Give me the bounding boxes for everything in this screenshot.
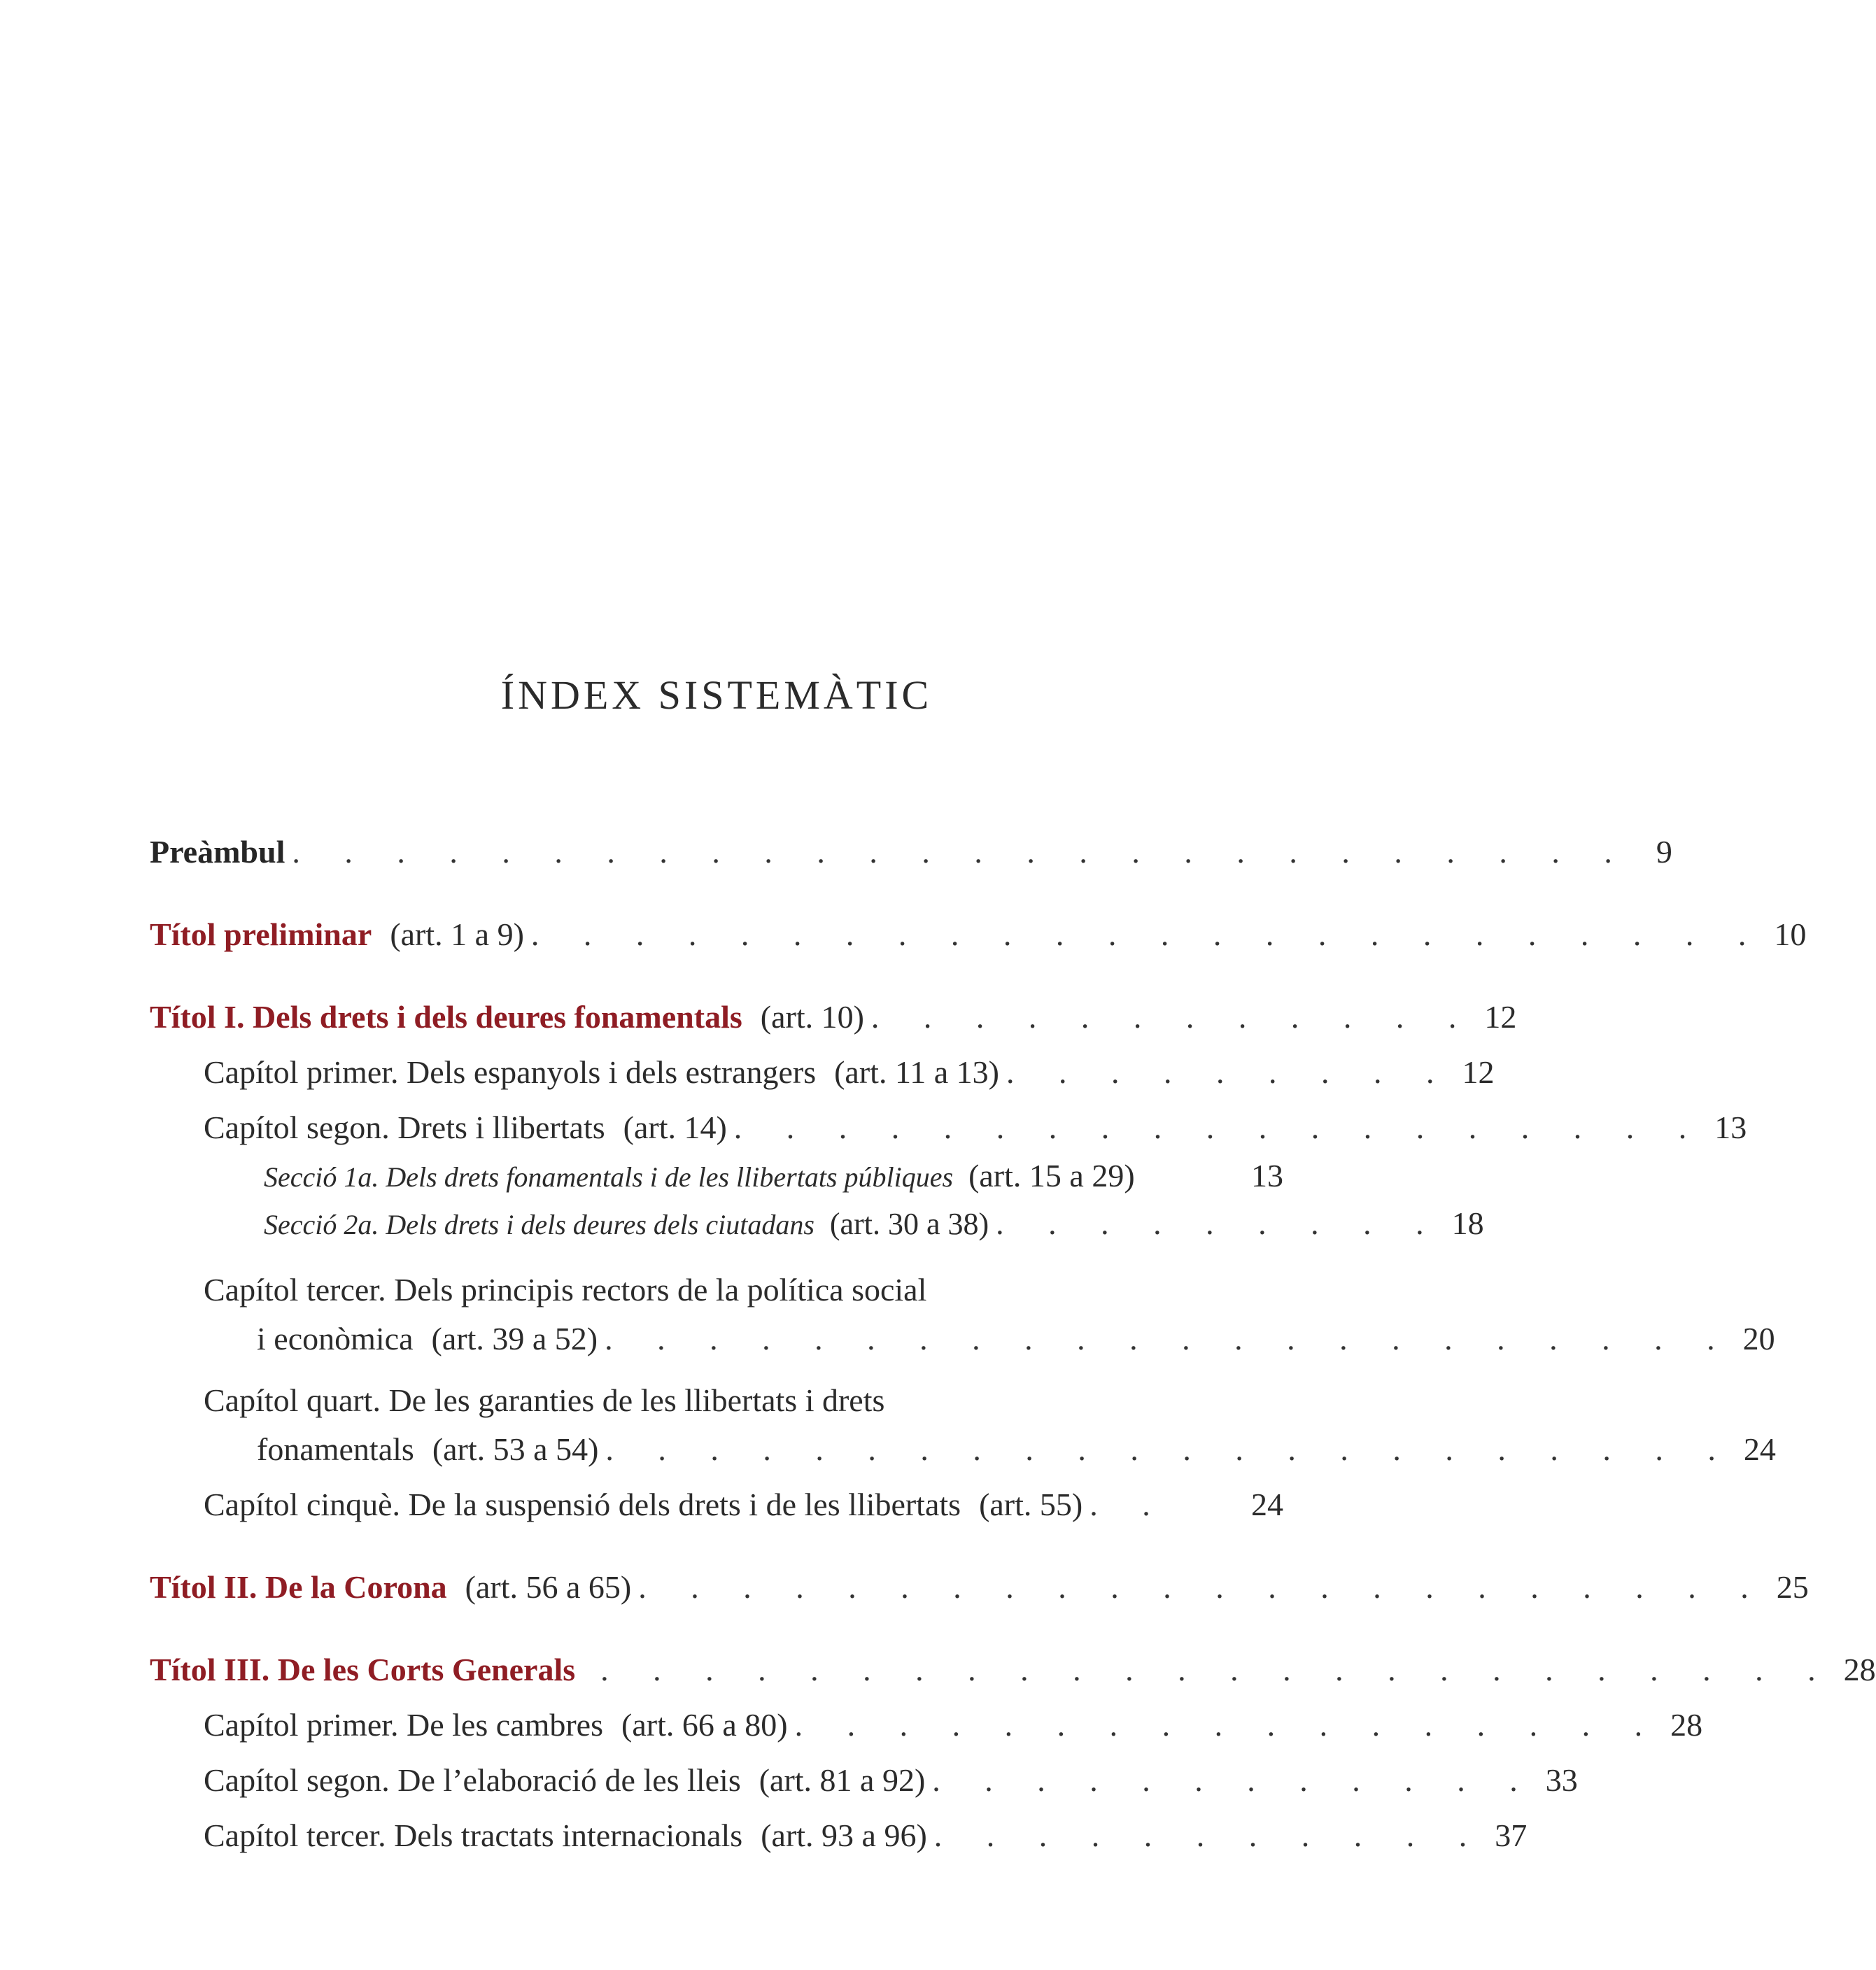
toc-entry-label: Secció 2a. Dels drets i dels deures dels ciutadans bbox=[264, 1209, 814, 1240]
toc-entry-label: Preàmbul bbox=[150, 834, 285, 870]
article-range: (art. 10) bbox=[760, 999, 864, 1035]
toc-entry-label: Títol II. De la Corona bbox=[150, 1569, 447, 1605]
toc-entry-seccio-2a[interactable] bbox=[150, 1205, 1484, 1242]
page-number: 13 bbox=[1251, 1158, 1283, 1193]
page-number: 10 bbox=[1774, 916, 1807, 952]
page-number: 37 bbox=[1495, 1817, 1528, 1853]
toc-entry-label: Capítol primer. De les cambres bbox=[204, 1707, 604, 1743]
page-number: 20 bbox=[1742, 1321, 1775, 1356]
page-number: 12 bbox=[1484, 999, 1517, 1035]
page-number: 24 bbox=[1251, 1487, 1283, 1522]
toc-entry-titol-preliminar[interactable] bbox=[150, 915, 1807, 954]
toc-entry-titol-1-capitol-5[interactable] bbox=[150, 1485, 1283, 1524]
leader-dots: . . . . . . . . . . . bbox=[933, 1817, 1486, 1853]
leader-dots: . . . . . . . . . . . . bbox=[870, 999, 1475, 1035]
page-title: ÍNDEX SISTEMÀTIC bbox=[500, 672, 933, 718]
toc-entry-label: Capítol tercer. Dels tractats internacionals bbox=[204, 1817, 743, 1853]
article-range: (art. 56 a 65) bbox=[465, 1569, 632, 1605]
toc-entry-titol-3[interactable] bbox=[150, 1650, 1876, 1689]
page-number: 9 bbox=[1656, 834, 1672, 870]
article-range: (art. 53 a 54) bbox=[432, 1431, 599, 1467]
article-range: (art. 55) bbox=[979, 1487, 1083, 1522]
page-number: 18 bbox=[1451, 1205, 1484, 1241]
toc-entry-label: Títol III. De les Corts Generals bbox=[150, 1652, 576, 1687]
toc-entry-label: Capítol segon. De l’elaboració de les lleis bbox=[204, 1762, 741, 1798]
toc-entry-label: Capítol segon. Drets i llibertats bbox=[204, 1110, 605, 1145]
toc-entry-label-line-2: i econòmica bbox=[257, 1321, 414, 1356]
leader-dots: . . . . . . . . . . . . . . . . . bbox=[794, 1707, 1661, 1743]
toc-entry-titol-2[interactable] bbox=[150, 1568, 1809, 1607]
toc-entry-label: Capítol cinquè. De la suspensió dels drets i de les llibertats bbox=[204, 1487, 961, 1522]
page-number: 13 bbox=[1714, 1110, 1747, 1145]
leader-dots: . . . . . . . . . . . . . . . . . . . . . . bbox=[638, 1569, 1767, 1605]
toc-entry-titol-1-capitol-1[interactable] bbox=[150, 1053, 1495, 1092]
table-of-contents bbox=[150, 832, 1876, 1855]
leader-dots: . . . . . . . . . bbox=[1006, 1054, 1453, 1090]
toc-entry-titol-3-capitol-3[interactable] bbox=[150, 1816, 1528, 1855]
article-range: (art. 15 a 29) bbox=[968, 1158, 1135, 1193]
toc-entry-seccio-1a[interactable] bbox=[150, 1158, 1283, 1195]
article-range: (art. 66 a 80) bbox=[621, 1707, 788, 1743]
page-number: 25 bbox=[1776, 1569, 1809, 1605]
leader-dots: . . . . . . . . . . . . . . . . . . . . . . . . . . bbox=[292, 834, 1630, 870]
article-range: (art. 1 a 9) bbox=[390, 916, 524, 952]
page-number: 24 bbox=[1743, 1431, 1776, 1467]
toc-entry-label: Secció 1a. Dels drets fonamentals i de les llibertats públiques bbox=[264, 1161, 954, 1193]
toc-entry-titol-3-capitol-2[interactable] bbox=[150, 1761, 1578, 1800]
article-range: (art. 81 a 92) bbox=[759, 1762, 926, 1798]
toc-entry-titol-1-capitol-3[interactable] bbox=[150, 1270, 1775, 1359]
leader-dots: . . . . . . . . . . . . . . . . . . . . . . bbox=[605, 1321, 1733, 1356]
leader-dots: . . bbox=[1089, 1487, 1169, 1522]
article-range: (art. 39 a 52) bbox=[431, 1321, 598, 1356]
article-range: (art. 93 a 96) bbox=[761, 1817, 927, 1853]
toc-entry-label-line-1: Capítol tercer. Dels principis rectors de la política social bbox=[204, 1272, 927, 1308]
toc-entry-preambul[interactable] bbox=[150, 832, 1672, 872]
leader-dots: . . . . . . . . . . . . . . . . . . . bbox=[733, 1110, 1705, 1145]
page-number: 12 bbox=[1462, 1054, 1495, 1090]
toc-entry-label-line-1: Capítol quart. De les garanties de les llibertats i drets bbox=[204, 1382, 885, 1418]
article-range: (art. 14) bbox=[623, 1110, 727, 1145]
page-number: 28 bbox=[1843, 1652, 1876, 1687]
toc-entry-label-line-2: fonamentals bbox=[257, 1431, 414, 1467]
toc-entry-titol-1[interactable] bbox=[150, 998, 1517, 1037]
leader-dots: . . . . . . . . . . . . . . . . . . . . . . . . bbox=[600, 1652, 1834, 1687]
page-number: 33 bbox=[1545, 1762, 1578, 1798]
leader-dots: . . . . . . . . . bbox=[996, 1205, 1442, 1241]
leader-dots: . . . . . . . . . . . . . . . . . . . . . . . . bbox=[530, 916, 1765, 952]
leader-dots: . . . . . . . . . . . . bbox=[932, 1762, 1536, 1798]
toc-entry-titol-1-capitol-4[interactable] bbox=[150, 1381, 1776, 1469]
leader-dots: . . . . . . . . . . . . . . . . . . . . . . bbox=[605, 1431, 1734, 1467]
toc-entry-label: Títol I. Dels drets i dels deures fonamentals bbox=[150, 999, 742, 1035]
toc-entry-label: Capítol primer. Dels espanyols i dels estrangers bbox=[204, 1054, 817, 1090]
toc-entry-label: Títol preliminar bbox=[150, 916, 372, 952]
toc-entry-titol-1-capitol-2[interactable] bbox=[150, 1108, 1747, 1147]
toc-entry-titol-3-capitol-1[interactable] bbox=[150, 1706, 1703, 1745]
article-range: (art. 11 a 13) bbox=[834, 1054, 999, 1090]
article-range: (art. 30 a 38) bbox=[829, 1207, 989, 1241]
page-number: 28 bbox=[1670, 1707, 1703, 1743]
